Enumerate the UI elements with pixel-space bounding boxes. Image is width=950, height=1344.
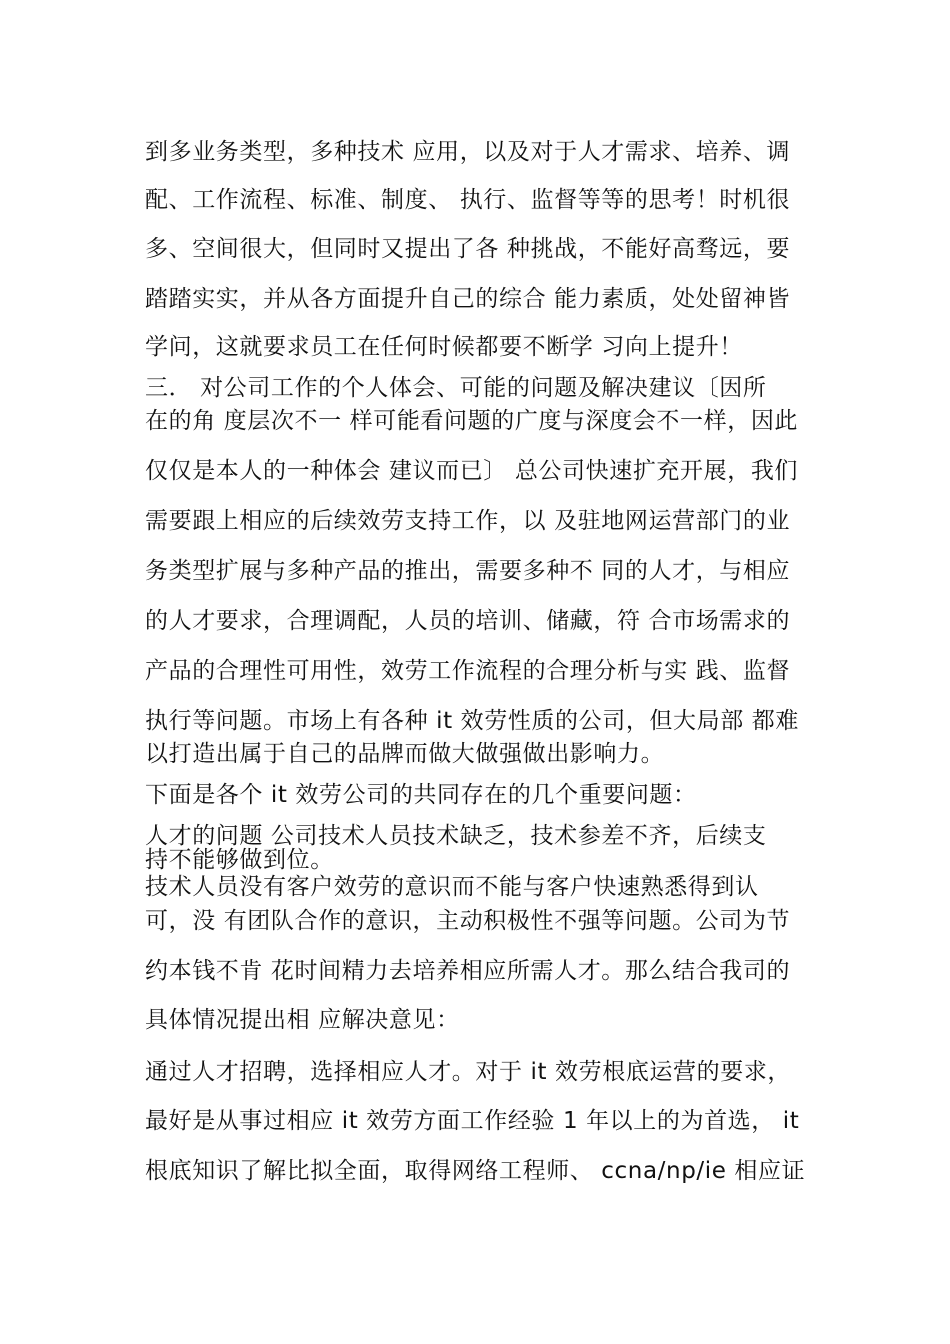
text-line: 下面是各个 it 效劳公司的共同存在的几个重要问题： <box>145 782 697 808</box>
text-line: 学问，这就要求员工在任何时候都要不断学 习向上提升！ <box>145 334 743 360</box>
text-line: 务类型扩展与多种产品的推出，需要多种不 同的人才，与相应 <box>145 558 791 584</box>
text-line: 踏踏实实，并从各方面提升自己的综合 能力素质，处处留神皆 <box>145 286 791 312</box>
text-line: 在的角 度层次不一 样可能看问题的广度与深度会不一样，因此 <box>145 408 799 434</box>
text-line: 产品的合理性可用性，效劳工作流程的合理分析与实 践、监督 <box>145 658 791 684</box>
text-line: 通过人才招聘，选择相应人才。对于 it 效劳根底运营的要求， <box>145 1059 792 1085</box>
text-line: 的人才要求，合理调配，人员的培训、储藏，符 合市场需求的 <box>145 608 791 634</box>
text-line: 可，没 有团队合作的意识，主动积极性不强等问题。公司为节 <box>145 908 791 934</box>
text-line: 持不能够做到位。 <box>145 847 334 873</box>
section-heading: 三． 对公司工作的个人体会、可能的问题及解决建议〔因所 <box>145 375 767 401</box>
text-line: 人才的问题 公司技术人员技术缺乏，技术参差不齐，后续支 <box>145 823 767 849</box>
text-line: 最好是从事过相应 it 效劳方面工作经验 1 年以上的为首选， it <box>145 1108 800 1134</box>
text-line: 技术人员没有客户效劳的意识而不能与客户快速熟悉得到认 <box>145 874 759 900</box>
text-line: 需要跟上相应的后续效劳支持工作，以 及驻地网运营部门的业 <box>145 508 791 534</box>
text-line: 多、空间很大，但同时又提出了各 种挑战，不能好高骛远，要 <box>145 236 791 262</box>
text-line: 约本钱不肯 花时间精力去培养相应所需人才。那么结合我司的 <box>145 958 791 984</box>
text-line: 到多业务类型，多种技术 应用，以及对于人才需求、培养、调 <box>145 139 791 165</box>
text-line: 根底知识了解比拟全面，取得网络工程师、 ccna/np/ie 相应证 <box>145 1158 806 1184</box>
text-line: 以打造出属于自己的品牌而做大做强做出影响力。 <box>145 741 665 767</box>
text-line: 执行等问题。市场上有各种 it 效劳性质的公司，但大局部 都难 <box>145 708 799 734</box>
text-line: 配、工作流程、标准、制度、 执行、监督等等的思考！时机很 <box>145 187 791 213</box>
text-line: 仅仅是本人的一种体会 建议而已〕 总公司快速扩充开展，我们 <box>145 458 799 484</box>
text-line: 具体情况提出相 应解决意见： <box>145 1007 460 1033</box>
